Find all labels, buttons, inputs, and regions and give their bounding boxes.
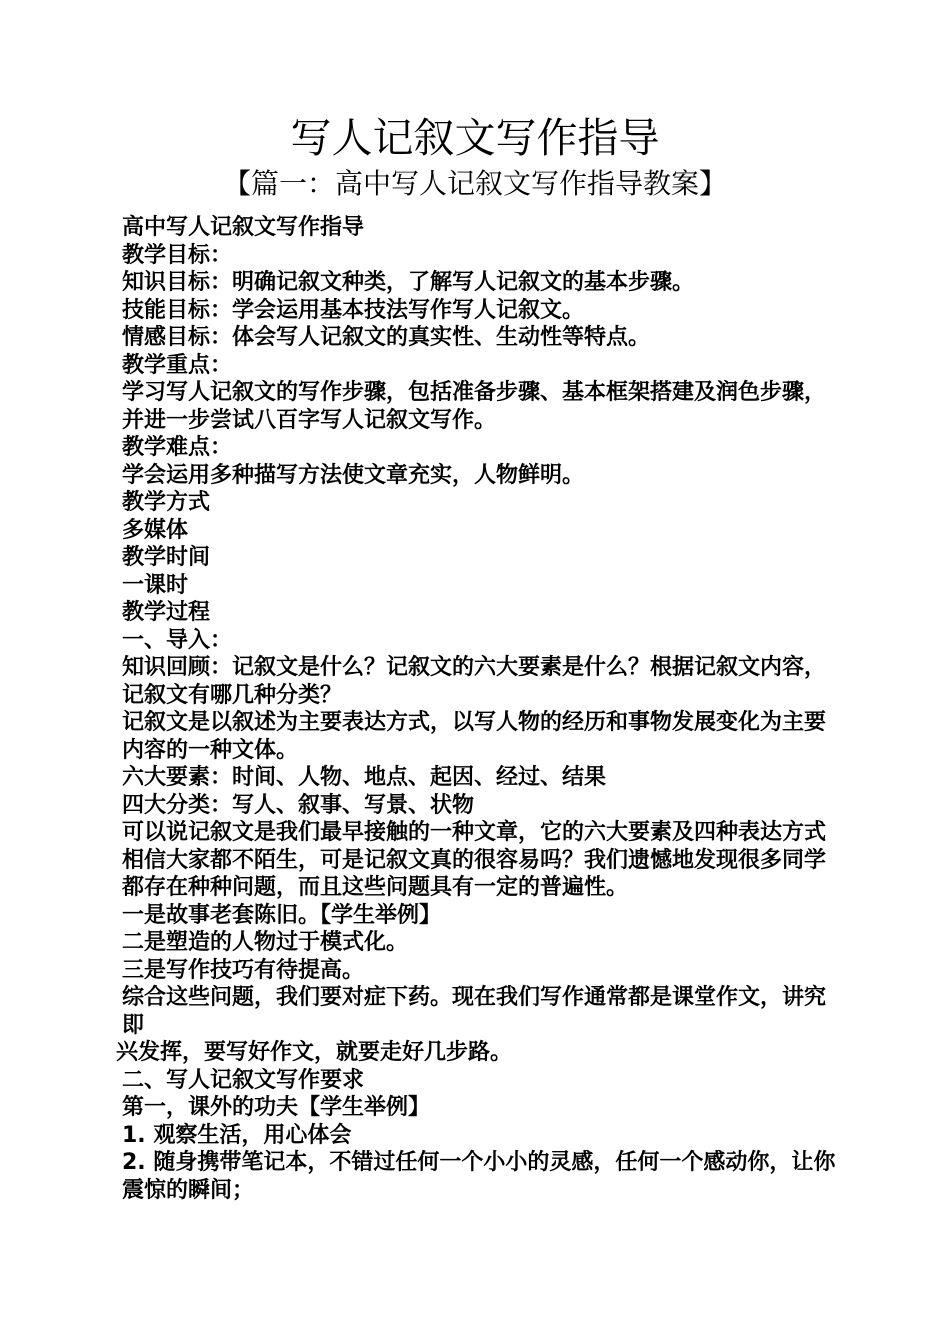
document-body xyxy=(116,214,841,1204)
body-paragraph: 四大分类：写人、叙事、写景、状物 xyxy=(122,792,475,818)
body-paragraph: 教学时间 xyxy=(122,545,211,570)
body-paragraph: 二是塑造的人物过于模式化。 xyxy=(122,930,409,955)
body-paragraph: 教学难点： xyxy=(122,435,233,460)
body-paragraph: 一、导入： xyxy=(122,627,233,653)
body-paragraph: 教学重点： xyxy=(122,352,233,378)
body-paragraph: 综合这些问题，我们要对症下药。现在我们写作通常都是课堂作文，讲究即 xyxy=(122,985,827,1038)
body-paragraph: 情感目标：体会写人记叙文的真实性、生动性等特点。 xyxy=(122,325,651,350)
body-paragraph: 知识目标：明确记叙文种类，了解写人记叙文的基本步骤。 xyxy=(122,270,695,295)
body-paragraph: 二、写人记叙文写作要求 xyxy=(122,1067,365,1093)
body-paragraph: 一课时 xyxy=(122,572,189,598)
body-paragraph: 兴发挥，要写好作文，就要走好几步路。 xyxy=(116,1040,513,1065)
body-paragraph: 知识回顾：记叙文是什么？记叙文的六大要素是什么？根据记叙文内容，记叙文有哪几种分类？ xyxy=(122,655,827,708)
body-paragraph: 学会运用多种描写方法使文章充实，人物鲜明。 xyxy=(122,462,585,488)
body-paragraph: 可以说记叙文是我们最早接触的一种文章，它的六大要素及四种表达方式相信大家都不陌生，可是记叙文真的很容易吗？我们遗憾地发现很多同学都存在种种问题，而且这些问题具有一定的普遍性。 xyxy=(122,820,827,900)
body-paragraph: 多媒体 xyxy=(122,517,189,543)
body-paragraph: 三是写作技巧有待提高。 xyxy=(122,957,365,983)
document-title: 写人记叙文写作指导 xyxy=(290,114,660,162)
body-paragraph: 记叙文是以叙述为主要表达方式，以写人物的经历和事物发展变化为主要内容的一种文体。 xyxy=(122,710,827,763)
body-paragraph: 学习写人记叙文的写作步骤，包括准备步骤、基本框架搭建及润色步骤，并进一步尝试八百字写人记叙文写作。 xyxy=(122,380,827,433)
body-paragraph: 教学方式 xyxy=(122,490,211,515)
body-paragraph: 教学目标： xyxy=(122,242,233,268)
body-paragraph: 2. 随身携带笔记本，不错过任何一个小小的灵感，任何一个感动你，让你震惊的瞬间； xyxy=(122,1150,836,1203)
body-paragraph: 1. 观察生活，用心体会 xyxy=(122,1122,352,1148)
document-subtitle: 【篇一：高中写人记叙文写作指导教案】 xyxy=(222,167,727,200)
body-paragraph: 技能目标：学会运用基本技法写作写人记叙文。 xyxy=(122,297,585,323)
body-paragraph: 教学过程 xyxy=(122,600,211,625)
body-paragraph: 六大要素：时间、人物、地点、起因、经过、结果 xyxy=(122,765,607,790)
body-paragraph: 第一，课外的功夫【学生举例】 xyxy=(122,1095,431,1120)
body-paragraph: 高中写人记叙文写作指导 xyxy=(122,215,365,240)
body-paragraph: 一是故事老套陈旧。【学生举例】 xyxy=(122,902,442,928)
